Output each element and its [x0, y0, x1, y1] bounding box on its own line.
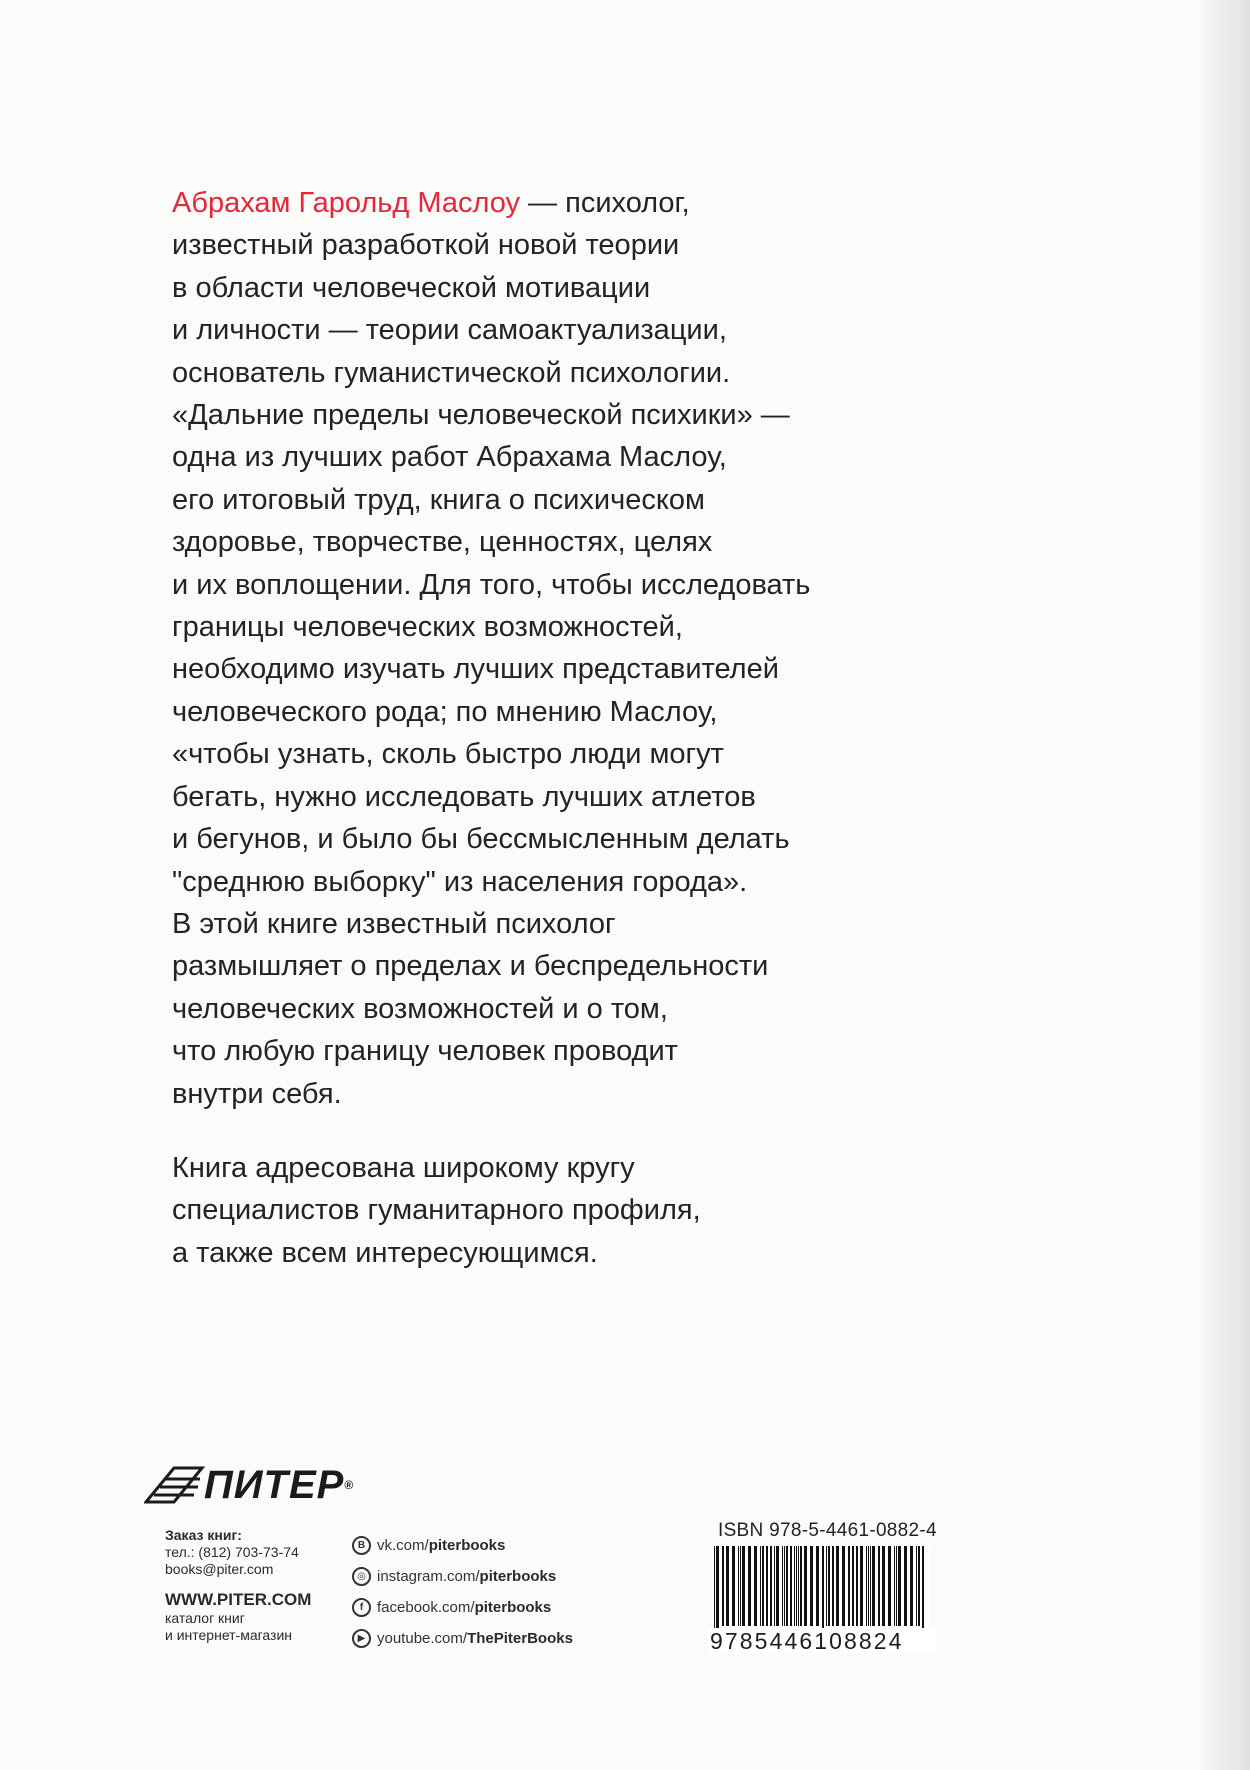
barcode-bar [918, 1546, 920, 1626]
social-domain: youtube.com/ [377, 1630, 468, 1647]
description-line [172, 182, 932, 224]
barcode-bar [894, 1546, 895, 1626]
social-domain: facebook.com/ [377, 1599, 475, 1616]
barcode-bar [810, 1546, 813, 1626]
barcode-bar [866, 1546, 867, 1626]
barcode-bar [726, 1546, 729, 1626]
social-link-instagram[interactable] [352, 1561, 632, 1592]
barcode-bar [868, 1546, 869, 1626]
social-handle: piterbooks [474, 1599, 552, 1616]
description-text: — психолог, [520, 187, 690, 219]
publisher-logo-mark-icon [144, 1462, 206, 1508]
barcode-bar [796, 1546, 797, 1626]
barcode-bar [762, 1546, 764, 1626]
barcode-bar [776, 1546, 779, 1626]
description-line: «чтобы узнать, сколь быстро люди могут [172, 738, 724, 771]
barcode-bar [832, 1546, 834, 1626]
barcode-bar [774, 1546, 775, 1626]
audience-line: специалистов гуманитарного профиля, [172, 1194, 701, 1227]
book-description [172, 182, 932, 1274]
description-line: "среднюю выборку" из населения города». [172, 865, 748, 898]
social-handle: piterbooks [479, 1568, 557, 1585]
registered-mark: ® [344, 1478, 355, 1492]
barcode-bar [856, 1546, 858, 1626]
description-line: что любую границу человек проводит [172, 1035, 678, 1068]
description-line: и бегунов, и было бы бессмысленным делать [172, 823, 790, 856]
barcode-bar [790, 1546, 792, 1626]
social-link-facebook[interactable] [352, 1592, 632, 1623]
barcode-bar [740, 1546, 741, 1626]
facebook-icon: f [352, 1598, 371, 1617]
barcode-bar [848, 1546, 850, 1626]
instagram-icon: ◎ [352, 1567, 371, 1586]
publisher-logo [144, 1460, 384, 1510]
barcode-bar [898, 1546, 901, 1626]
description-line: человеческих возможностей и о том, [172, 992, 668, 1025]
barcode-bar [748, 1546, 751, 1626]
barcode-bar [916, 1546, 917, 1626]
barcode-bar [872, 1546, 875, 1626]
description-line: «Дальние пределы человеческой психики» — [172, 399, 790, 432]
barcode-bar [784, 1546, 785, 1626]
barcode-bar [896, 1546, 897, 1626]
barcode-bar [782, 1546, 783, 1626]
barcode-bar [852, 1546, 854, 1626]
spine-shadow [1198, 0, 1250, 1770]
barcode-bar [882, 1546, 885, 1626]
barcode-bar [826, 1546, 827, 1626]
description-line: В этой книге известный психолог [172, 907, 616, 940]
email-address: books@piter.com [165, 1561, 274, 1577]
website-note: и интернет-магазин [165, 1627, 293, 1643]
barcode-bar [836, 1546, 839, 1626]
barcode-bar [828, 1546, 830, 1626]
audience-line: а также всем интересующимся. [172, 1236, 598, 1269]
website-note: каталог книг [165, 1610, 245, 1626]
barcode-bar [742, 1546, 745, 1626]
barcode-bar [794, 1546, 795, 1626]
description-line: в области человеческой мотивации [172, 271, 651, 304]
description-line: одна из лучших работ Абрахама Маслоу, [172, 441, 727, 474]
social-link-youtube[interactable] [352, 1623, 632, 1654]
barcode-bar [870, 1546, 871, 1626]
social-domain: instagram.com/ [377, 1568, 480, 1585]
barcode-bar [722, 1546, 724, 1626]
phone-number: тел.: (812) 703-73-74 [165, 1544, 299, 1560]
description-line: человеческого рода; по мнению Маслоу, [172, 695, 718, 728]
social-links [352, 1530, 632, 1654]
barcode-bar [732, 1546, 735, 1626]
description-line: и их воплощении. Для того, чтобы исследовать [172, 568, 811, 601]
barcode-bar [770, 1546, 772, 1626]
youtube-icon: ▶ [352, 1629, 371, 1648]
vk-icon: B [352, 1536, 371, 1555]
barcode-bar [878, 1546, 880, 1626]
description-line: здоровье, творчестве, ценностях, целях [172, 526, 713, 559]
website-link[interactable]: WWW.PITER.COM [165, 1590, 312, 1609]
description-line: размышляет о пределах и беспредельности [172, 950, 769, 983]
description-line: внутри себя. [172, 1077, 342, 1110]
barcode-bar [754, 1546, 757, 1626]
barcode-bar [800, 1546, 802, 1626]
social-link-vk[interactable] [352, 1530, 632, 1561]
social-domain: vk.com/ [377, 1537, 429, 1554]
barcode-bar [786, 1546, 788, 1626]
publisher-name: ПИТЕР [204, 1463, 345, 1507]
author-name: Абрахам Гарольд Маслоу [172, 187, 520, 219]
order-label: Заказ книг: [165, 1527, 242, 1543]
barcode-bar [888, 1546, 891, 1626]
isbn-label: ISBN 978-5-4461-0882-4 [718, 1520, 937, 1541]
description-line: известный разработкой новой теории [172, 229, 680, 262]
social-handle: piterbooks [428, 1537, 506, 1554]
barcode-bar [804, 1546, 807, 1626]
description-line: его итоговый труд, книга о психическом [172, 483, 705, 516]
publisher-contacts [165, 1527, 345, 1644]
description-line: и личности — теории самоактуализации, [172, 314, 727, 347]
barcode-bar [904, 1546, 907, 1626]
barcode-bar [760, 1546, 761, 1626]
description-line: бегать, нужно исследовать лучших атлетов [172, 780, 756, 813]
barcode-bar [842, 1546, 845, 1626]
description-line: границы человеческих возможностей, [172, 611, 683, 644]
description-line: необходимо изучать лучших представителей [172, 653, 779, 686]
social-handle: ThePiterBooks [467, 1630, 573, 1647]
barcode-digits: 9785446108824 [708, 1628, 936, 1654]
audience-line: Книга адресована широкому кругу [172, 1151, 635, 1184]
barcode-bar [860, 1546, 863, 1626]
barcode-bar [766, 1546, 768, 1626]
barcode-bar [798, 1546, 799, 1626]
barcode-bar [816, 1546, 819, 1626]
barcode-bar [738, 1546, 739, 1626]
description-line: основатель гуманистической психологии. [172, 356, 731, 389]
barcode-bar [910, 1546, 913, 1626]
